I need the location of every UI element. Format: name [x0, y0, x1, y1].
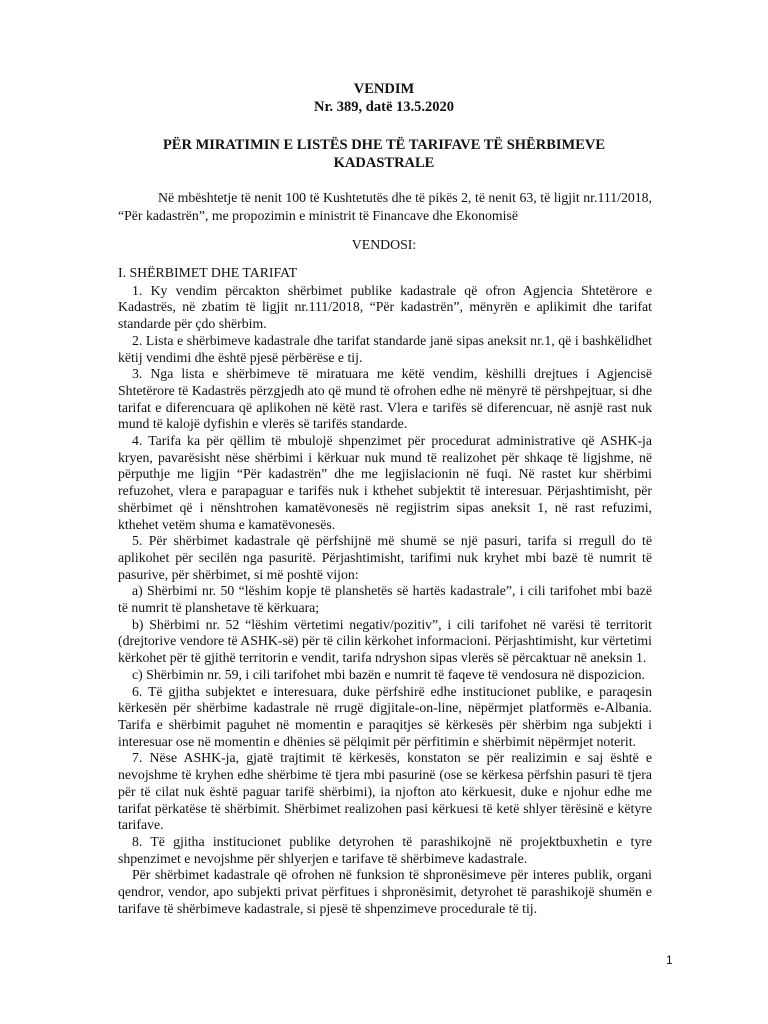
- paragraph-4: 4. Tarifa ka për qëllim të mbulojë shpenzimet për procedurat administrative që ASHK-ja kryen, pavarësisht nëse shërbimi i kërkuar nuk mund të realizohet për shkaqe të ligjshme, në përputhje me ligjin “Për kadastrën” dhe me legjislacionin në fuqi. Në rastet kur shërbimi refuzohet, vlera e parapaguar e tarifës nuk i kthehet subjektit të interesuar. Përjashtimisht, për shërbimet që i nënshtrohen kamatëvonesës në regjistrim sipas aneksit 1, në rast refuzimi, kthehet vetëm shuma e kamatëvonesës.: [118, 433, 652, 532]
- section-title: I. SHËRBIMET DHE TARIFAT: [118, 265, 298, 280]
- document-header: [0, 80, 768, 116]
- preamble-text: Në mbështetje të nenit 100 të Kushtetutës dhe të pikës 2, të nenit 63, të ligjit nr.111/2018, “Për kadastrën”, me propozimin e ministrit të Financave dhe Ekonomisë: [118, 190, 652, 223]
- paragraph-8-continued: Për shërbimet kadastrale që ofrohen në funksion të shpronësimeve për interes publik, organi qendror, vendor, apo subjekti privat përfitues i shpronësimit, detyrohet të parashikojë shumën e tarifave të shërbimeve kadastrale, si pjesë të shpenzimeve procedurale të tij.: [118, 867, 652, 916]
- paragraph-5b: b) Shërbimi nr. 52 “lëshim vërtetimi negativ/pozitiv”, i cili tarifohet në varësi të territorit (drejtorive vendore të ASHK-së) për të cilin kërkohet informacioni. Përjashtimisht, kur vërtetimi kërkohet për të gjithë territorin e vendit, tarifa ndryshon sipas vlerës së përcaktuar në aneksin 1.: [118, 616, 652, 666]
- paragraph-3: 3. Nga lista e shërbimeve të miratuara me këtë vendim, këshilli drejtues i Agjencisë Shtetërore të Kadastrës përzgjedh ato që mund të ofrohen edhe në mënyrë të përshpejtuar, si dhe tarifat e diferencuara që aplikohen në këtë rast. Vlera e tarifës së diferencuar, në asnjë rast nuk mund të kalojë dyfishin e vlerës së tarifës standarde.: [118, 366, 652, 432]
- paragraph-5c: c) Shërbimin nr. 59, i cili tarifohet mbi bazën e numrit të faqeve të vendosura në dispozicion.: [132, 666, 646, 682]
- paragraph-5: 5. Për shërbimet kadastrale që përfshijnë më shumë se një pasuri, tarifa si rregull do të aplikohet për secilën nga pasuritë. Përjashtimisht, tarifimi nuk kryhet mbi bazë të numrit të pasurive, për shërbimet, si më poshtë vijon:: [118, 533, 652, 582]
- vendosi-heading: VENDOSI:: [351, 237, 417, 252]
- decision-subject: PËR MIRATIMIN E LISTËS DHE TË TARIFAVE TË SHËRBIMEVE KADASTRALE: [162, 137, 606, 171]
- page-number: 1: [666, 953, 673, 967]
- paragraph-6: 6. Të gjitha subjektet e interesuara, duke përfshirë edhe institucionet publike, e paraqesin kërkesën për shërbime kadastrale në rrugë digjitale-on-line, nëpërmjet platformës e-Albania. Tarifa e shërbimit paguhet në momentin e paraqitjes së kërkesës për shërbim nga subjekti i interesuar ose në momentin e dhënies së pëlqimit për përfitimin e shërbimit nëpërmjet noterit.: [118, 683, 652, 749]
- paragraph-7: 7. Nëse ASHK-ja, gjatë trajtimit të kërkesës, konstaton se për realizimin e saj është e nevojshme të kryhen edhe shërbime të tjera mbi pasurinë (ose se kërkesa përfshin pasuri të tjera për të cilat nuk është paguar tarifë shërbimi), ia njofton ato kërkuesit, duke e njohur edhe me tarifat përkatëse të shërbimit. Shërbimet realizohen pasi kërkuesi të ketë shlyer tërësinë e këtyre tarifave.: [118, 750, 652, 833]
- paragraph-1: 1. Ky vendim përcakton shërbimet publike kadastrale që ofron Agjencia Shtetërore e Kadastrës, në zbatim të ligjit nr.111/2018, “Për kadastrën”, mënyrën e aplikimit dhe tarifat standarde për çdo shërbim.: [118, 282, 652, 332]
- paragraph-8: 8. Të gjitha institucionet publike detyrohen të parashikojnë në projektbuxhetin e tyre shpenzimet e nevojshme për shlyerjen e tarifave të shërbimeve kadastrale.: [118, 833, 652, 866]
- decision-title: VENDIM: [353, 81, 415, 97]
- paragraph-5a: a) Shërbimi nr. 50 “lëshim kopje të planshetës së hartës kadastrale”, i cili tarifohet mbi bazë të numrit të planshetave të kërkuara;: [118, 583, 652, 616]
- decision-number: Nr. 389, datë 13.5.2020: [313, 99, 455, 115]
- document-body: [118, 265, 652, 917]
- paragraph-2: 2. Lista e shërbimeve kadastrale dhe tarifat standarde janë sipas aneksit nr.1, që i bashkëlidhet këtij vendimi dhe është pjesë përbërëse e tij.: [118, 332, 652, 365]
